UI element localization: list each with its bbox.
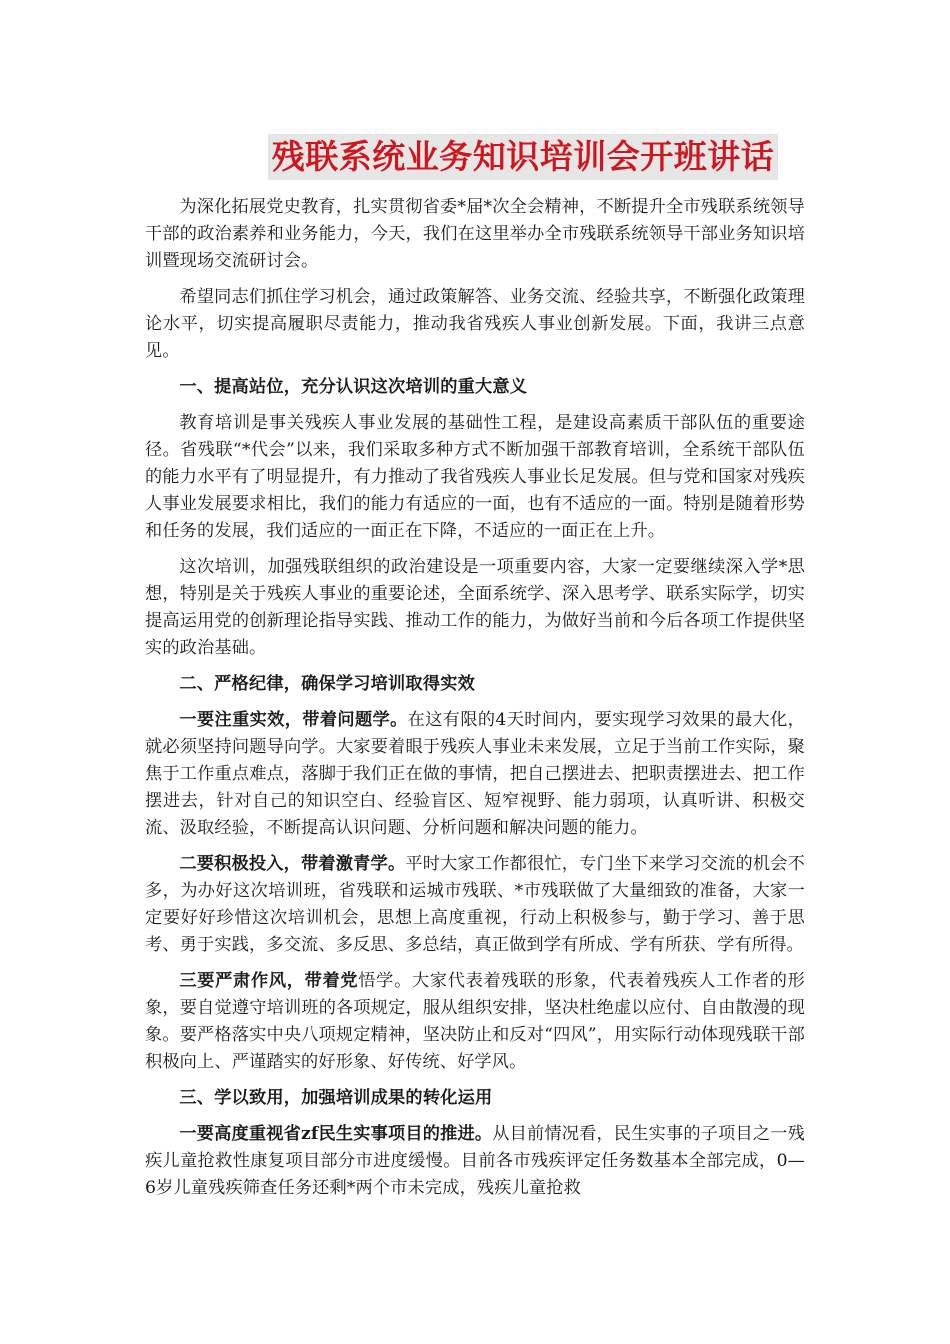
section-2-item-3-lead: 三要严肃作风，带着党 (179, 971, 359, 991)
section-1-heading: 一、提高站位，充分认识这次培训的重大意义 (179, 377, 528, 397)
section-3-item-1-lead: 一要高度重视省zf民生实事项目的推进。 (179, 1124, 493, 1144)
section-2-item-2-lead: 二要积极投入，带着激青学。 (179, 854, 406, 874)
section-2-item-1 (145, 707, 805, 842)
section-2-heading: 二、严格纪律，确保学习培训取得实效 (179, 674, 475, 694)
document-page (145, 134, 805, 1211)
section-3-item-1-text: 从目前情况看，民生实事的子项目之一残疾儿童抢救性康复项目部分市进度缓慢。目前各市残疾评定任务数基本全部完成，0—6岁儿童残疾筛查任务还剩*两个市未完成，残疾儿童抢救 (145, 1124, 806, 1198)
section-2-item-3 (145, 968, 805, 1076)
intro-paragraph-2: 希望同志们抓住学习机会，通过政策解答、业务交流、经验共享，不断强化政策理论水平，切实提高履职尽责能力，推动我省残疾人事业创新发展。下面，我讲三点意见。 (145, 287, 805, 361)
intro-paragraph-1: 为深化拓展党史教育，扎实贯彻省委*届*次全会精神，不断提升全市残联系统领导干部的政治素养和业务能力，今天，我们在这里举办全市残联系统领导干部业务知识培训暨现场交流研讨会。 (145, 197, 805, 271)
title-block (145, 134, 805, 180)
section-2-item-1-text: 在这有限的4天时间内，要实现学习效果的最大化，就必须坚持问题导向学。大家要着眼于残疾人事业未来发展，立足于当前工作实际，聚焦于工作重点难点，落脚于我们正在做的事情，把自己摆进去、把职责摆进去、把工作摆进去，针对自己的知识空白、经验盲区、短窄视野、能力弱项，认真听讲、积极交流、汲取经验，不断提高认识问题、分析问题和解决问题的能力。 (145, 710, 805, 838)
section-2-item-3-text: 悟学。大家代表着残联的形象，代表着残疾人工作者的形象，要自觉遵守培训班的各项规定，服从组织安排，坚决杜绝虚以应付、自由散漫的现象。要严格落实中央八项规定精神，坚决防止和反对“四风”，用实际行动体现残联干部积极向上、严谨踏实的好形象、好传统、好学风。 (145, 971, 805, 1072)
section-2-item-2-text: 平时大家工作都很忙，专门坐下来学习交流的机会不多，为办好这次培训班，省残联和运城市残联、*市残联做了大量细致的准备，大家一定要好好珍惜这次培训机会，思想上高度重视，行动上积极参与，勤于学习、善于思考、勇于实践，多交流、多反思、多总结，真正做到学有所成、学有所获、学有所得。 (145, 854, 806, 955)
section-1-paragraph-2: 这次培训，加强残联组织的政治建设是一项重要内容，大家一定要继续深入学*思想，特别是关于残疾人事业的重要论述，全面系统学、深入思考学、联系实际学，切实提高运用党的创新理论指导实践、推动工作的能力，为做好当前和今后各项工作提供坚实的政治基础。 (145, 557, 805, 658)
section-3-item-1 (145, 1121, 805, 1202)
section-1-paragraph-1: 教育培训是事关残疾人事业发展的基础性工程，是建设高素质干部队伍的重要途径。省残联“*代会”以来，我们采取多种方式不断加强干部教育培训，全系统干部队伍的能力水平有了明显提升，有力推动了我省残疾人事业长足发展。但与党和国家对残疾人事业发展要求相比，我们的能力有适应的一面，也有不适应的一面。特别是随着形势和任务的发展，我们适应的一面正在下降，不适应的一面正在上升。 (145, 413, 805, 541)
section-2-item-1-lead: 一要注重实效，带着问题学。 (179, 710, 408, 730)
section-2-item-2 (145, 851, 805, 959)
section-3-heading: 三、学以致用，加强培训成果的转化运用 (179, 1088, 493, 1108)
document-title: 残联系统业务知识培训会开班讲话 (268, 134, 779, 180)
